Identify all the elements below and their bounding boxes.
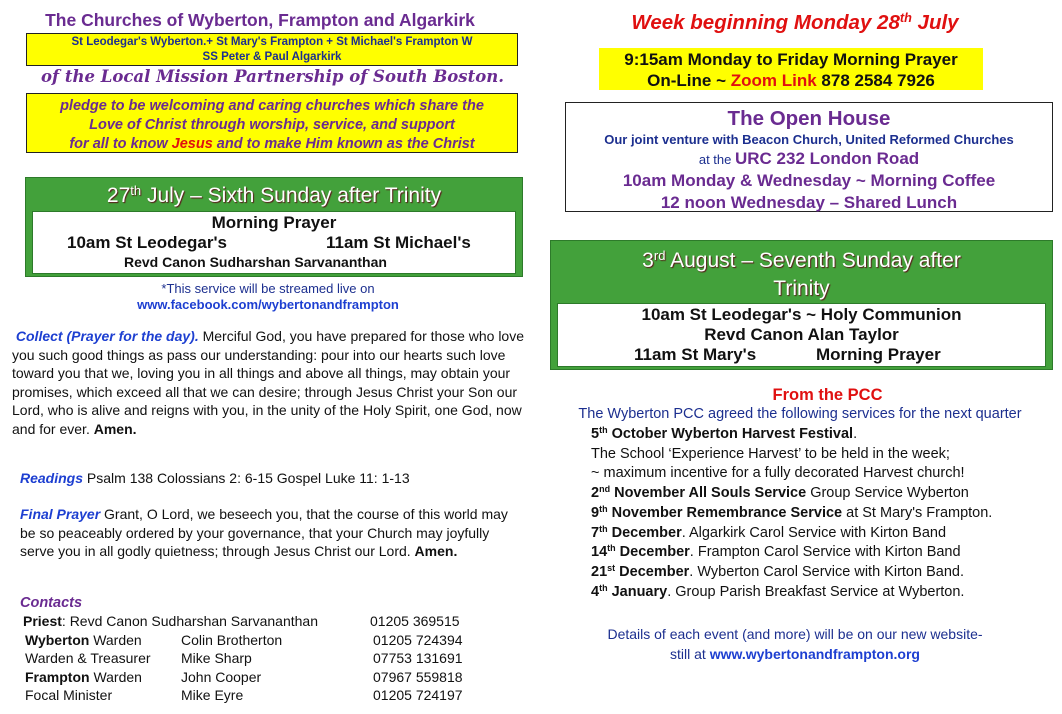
contact-name: Colin Brotherton xyxy=(181,631,283,648)
pledge-jesus: Jesus xyxy=(171,136,213,152)
sunday-1-title-rest: July – Sixth Sunday after Trinity xyxy=(141,184,442,207)
pcc-item-date xyxy=(591,505,842,521)
pcc-item-sup: th xyxy=(607,543,616,554)
sunday-1-sup: th xyxy=(130,182,142,198)
collect-lead: Collect (Prayer for the day). xyxy=(15,328,199,344)
sunday-2-services xyxy=(557,303,1046,367)
collect-text: Merciful God, you have prepared for those who love you such good things as pass our understanding: pour into our hearts such love toward you that we, loving you in all things and above all things, may obtain your promises, which exceed all that we can desire; through Jesus Christ your Son our Lord, who is alive and reigns with you, in the unity of the Holy Spirit, one God, now and for ever. xyxy=(12,328,525,437)
open-house-venue: URC 232 London Road xyxy=(734,149,920,168)
contact-role xyxy=(25,686,112,705)
pcc-list-item xyxy=(591,543,1056,563)
pcc-item-sup: nd xyxy=(599,484,611,495)
pledge-text: for all to know xyxy=(69,136,172,152)
sunday-3-august-panel xyxy=(550,240,1053,370)
pledge-text-end: and to make Him known as the Christ xyxy=(212,136,475,152)
pcc-item-title: December xyxy=(615,544,690,561)
pcc-item-sup: st xyxy=(607,562,616,573)
facebook-link[interactable]: www.facebook.com/wybertonandframpton xyxy=(137,297,399,312)
pledge-line-2: Love of Christ through worship, service, and support xyxy=(89,117,455,133)
open-house-line-2: 12 noon Wednesday – Shared Lunch xyxy=(660,193,958,212)
pcc-item-sup: th xyxy=(599,425,608,436)
zoom-line xyxy=(599,70,983,91)
contact-row xyxy=(20,668,500,687)
sunday-2-title xyxy=(551,247,1052,303)
pcc-item-date xyxy=(591,544,690,560)
pcc-item-day: 7 xyxy=(591,524,600,541)
week-heading xyxy=(540,11,1050,35)
contact-name: John Cooper xyxy=(181,668,262,685)
pcc-item-text: at St Mary's Frampton. xyxy=(842,504,993,521)
pcc-item-day: 4 xyxy=(591,583,600,600)
pcc-item-text: . Algarkirk Carol Service with Kirton Band xyxy=(681,524,947,541)
pledge-line-3 xyxy=(27,135,517,154)
open-house-at: at the xyxy=(698,152,735,167)
sunday-1-day: 27 xyxy=(106,184,131,207)
pcc-item-title: January xyxy=(607,583,668,600)
pcc-item-text: . xyxy=(853,426,858,442)
final-prayer xyxy=(20,505,520,561)
pcc-list-item xyxy=(591,445,1056,465)
pcc-item-date xyxy=(591,525,682,541)
pcc-list-item xyxy=(591,563,1056,583)
contact-name: Mike Eyre xyxy=(181,687,244,703)
contact-role-text: Warden & Treasurer xyxy=(25,650,151,666)
details-note xyxy=(560,625,1030,664)
contact-role xyxy=(25,649,151,668)
zoom-id: 878 2584 7926 xyxy=(816,71,935,90)
open-house-box xyxy=(565,102,1053,212)
final-prayer-text: Grant, O Lord, we beseech you, that the course of this world may be so peaceably ordered by your governance, that your Church may joyfully serve you in all godly quietness; through Jesus Christ our Lord. xyxy=(20,506,508,559)
contact-row-priest xyxy=(20,612,500,631)
pledge-banner xyxy=(26,93,518,153)
pcc-services-list xyxy=(591,425,1056,602)
contact-phone: 07967 559818 xyxy=(373,668,463,685)
sunday-1-title xyxy=(26,184,522,208)
details-still-at: still at xyxy=(670,645,710,662)
sunday-2-sup: rd xyxy=(653,247,666,263)
pcc-item-title: December xyxy=(615,563,690,580)
daily-prayer-line: 9:15am Monday to Friday Morning Prayer xyxy=(624,50,958,69)
pcc-heading: From the PCC xyxy=(772,386,883,404)
collect-amen: Amen. xyxy=(93,420,137,437)
sunday-2-title-rest: August – Seventh Sunday after xyxy=(665,249,961,272)
sunday-1-times xyxy=(33,233,515,254)
pcc-item-text: . Frampton Carol Service with Kirton Band xyxy=(689,544,961,561)
collect-paragraph xyxy=(12,327,524,438)
final-prayer-amen: Amen. xyxy=(414,543,458,559)
parishes-line-2: SS Peter & Paul Algarkirk xyxy=(202,51,342,63)
contacts-heading: Contacts xyxy=(20,595,83,611)
priest-phone: 01205 369515 xyxy=(370,613,460,629)
sunday-1-minister: Revd Canon Sudharshan Sarvananthan xyxy=(124,254,387,270)
pcc-item-text: . Group Parish Breakfast Service at Wyberton. xyxy=(667,583,965,600)
contact-role-text: Focal Minister xyxy=(25,687,113,703)
final-prayer-lead: Final Prayer xyxy=(20,506,101,522)
pcc-intro: The Wyberton PCC agreed the following services for the next quarter xyxy=(578,406,1022,422)
week-sup: th xyxy=(899,10,912,26)
contact-parish: Frampton xyxy=(25,668,90,685)
week-text: Week beginning Monday 28 xyxy=(631,11,900,34)
sunday-2-line-1: 10am St Leodegar's ~ Holy Communion xyxy=(641,305,962,324)
week-month: July xyxy=(911,11,959,34)
contact-role-text: Warden xyxy=(89,668,142,685)
online-label: On-Line ~ xyxy=(647,71,731,90)
pcc-item-title: December xyxy=(607,524,682,541)
pcc-item-date xyxy=(591,426,853,442)
sunday-27-july-panel xyxy=(25,177,523,277)
pcc-item-text: ~ maximum incentive for a fully decorated Harvest church! xyxy=(591,465,965,482)
sunday-1-time-1: 10am St Leodegar's xyxy=(67,233,227,252)
pcc-item-day: 2 xyxy=(591,485,600,502)
open-house-venue-line xyxy=(566,149,1052,169)
pcc-item-text: The School ‘Experience Harvest’ to be held in the week; xyxy=(591,445,950,462)
contact-name: Mike Sharp xyxy=(181,650,252,666)
sunday-1-service: Morning Prayer xyxy=(211,213,337,232)
contact-role-text: Warden xyxy=(89,631,142,648)
contacts-list xyxy=(20,612,500,705)
open-house-line-1: 10am Monday & Wednesday ~ Morning Coffee xyxy=(622,171,996,190)
pcc-list-item xyxy=(591,504,1056,524)
priest-label: Priest xyxy=(23,613,62,629)
details-line-2 xyxy=(560,645,1030,665)
pcc-list-item xyxy=(591,524,1056,544)
pcc-item-title: October Wyberton Harvest Festival xyxy=(607,426,854,442)
pcc-item-text: Group Service Wyberton xyxy=(806,485,969,502)
mission-partnership: of the Local Mission Partnership of South Boston. xyxy=(41,67,504,86)
readings-text: Psalm 138 Colossians 2: 6-15 Gospel Luke 11: 1-13 xyxy=(83,470,410,486)
pcc-item-day: 21 xyxy=(591,563,608,580)
sunday-2-line-2: Revd Canon Alan Taylor xyxy=(704,325,899,344)
pcc-item-date xyxy=(591,564,689,580)
open-house-title: The Open House xyxy=(727,107,891,130)
pcc-list-item xyxy=(591,425,1056,445)
stream-text: *This service will be streamed live on xyxy=(161,281,375,296)
pcc-item-day: 9 xyxy=(591,504,600,521)
sunday-1-services xyxy=(32,211,516,274)
contact-phone: 01205 724197 xyxy=(373,687,463,703)
readings xyxy=(20,469,520,488)
zoom-link[interactable]: Zoom Link xyxy=(730,71,817,90)
readings-lead: Readings xyxy=(20,470,84,486)
pcc-item-title: November All Souls Service xyxy=(610,485,807,502)
page-title: The Churches of Wyberton, Frampton and Algarkirk xyxy=(45,10,475,30)
contact-phone: 01205 724394 xyxy=(373,631,463,648)
website-link[interactable]: www.wybertonandframpton.org xyxy=(709,645,920,662)
contact-row xyxy=(20,631,500,650)
stream-note xyxy=(0,281,536,313)
pcc-item-day: 14 xyxy=(591,544,608,561)
contact-row xyxy=(20,649,500,668)
sunday-1-time-2: 11am St Michael's xyxy=(326,233,471,252)
pcc-item-sup: th xyxy=(599,582,608,593)
priest-name: : Revd Canon Sudharshan Sarvananthan xyxy=(61,613,318,629)
sunday-2-line-3 xyxy=(558,345,1045,366)
contact-role xyxy=(25,668,142,687)
pcc-list-item xyxy=(591,464,1056,484)
sunday-2-time: 11am St Mary's xyxy=(634,345,757,364)
pcc-item-text: . Wyberton Carol Service with Kirton Band. xyxy=(689,563,964,580)
details-line-1: Details of each event (and more) will be on our new website- xyxy=(607,626,983,642)
sunday-2-title-line-2: Trinity xyxy=(773,277,830,300)
parishes-banner xyxy=(26,33,518,66)
daily-prayer-banner xyxy=(599,48,983,90)
sunday-2-day: 3 xyxy=(642,249,654,272)
open-house-subtitle: Our joint venture with Beacon Church, United Reformed Churches xyxy=(604,132,1014,147)
pcc-list-item xyxy=(591,583,1056,603)
pledge-line-1: pledge to be welcoming and caring churches which share the xyxy=(60,98,484,114)
contact-phone: 07753 131691 xyxy=(373,650,463,666)
pcc-item-sup: th xyxy=(599,503,608,514)
pcc-item-title: November Remembrance Service xyxy=(607,504,843,521)
pcc-item-sup: th xyxy=(599,523,608,534)
sunday-2-service: Morning Prayer xyxy=(816,345,941,364)
pcc-item-date xyxy=(591,485,806,501)
pcc-item-day: 5 xyxy=(591,426,600,442)
contact-row xyxy=(20,686,500,705)
contact-parish: Wyberton xyxy=(25,631,90,648)
contact-role xyxy=(25,631,142,650)
parishes-line-1: St Leodegar's Wyberton.+ St Mary's Frampton + St Michael's Frampton W xyxy=(71,36,473,48)
pcc-item-date xyxy=(591,584,667,600)
pcc-list-item xyxy=(591,484,1056,504)
